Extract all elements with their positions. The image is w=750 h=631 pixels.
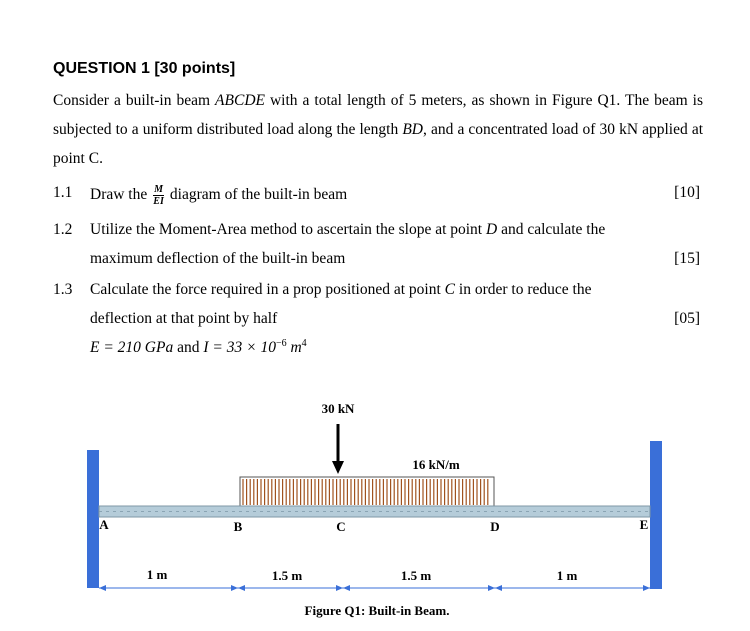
span-label-cd: 1.5 m bbox=[400, 568, 432, 583]
intro-bd: BD bbox=[402, 121, 424, 138]
item-marks: [10] bbox=[674, 184, 700, 201]
second-moment-unit: m bbox=[286, 339, 302, 357]
dim-arrow bbox=[99, 585, 106, 591]
point-label-e: E bbox=[639, 517, 649, 532]
span-label-de: 1 m bbox=[556, 568, 578, 583]
dim-arrow bbox=[495, 585, 502, 591]
second-moment-exponent: −6 bbox=[275, 338, 287, 349]
item-marks: [15] bbox=[674, 250, 700, 267]
intro-text-1: Consider a built-in beam bbox=[53, 92, 216, 109]
dim-arrow bbox=[488, 585, 495, 591]
item-text-line2: deflection at that point by half bbox=[90, 310, 278, 327]
dim-arrow bbox=[238, 585, 245, 591]
fraction-denominator: EI bbox=[153, 196, 164, 207]
item-text-b: and calculate the bbox=[497, 221, 606, 238]
constants-and: and bbox=[173, 339, 204, 357]
item-number: 1.3 bbox=[53, 281, 73, 298]
intro-text-3: , and a concentrated load of 30 kN applied at point C. bbox=[53, 121, 704, 167]
item-number: 1.2 bbox=[53, 221, 73, 238]
item-text-after: diagram of the built-in beam bbox=[166, 186, 348, 204]
span-label-bc: 1.5 m bbox=[271, 568, 303, 583]
second-moment: I = 33 × 10 bbox=[203, 339, 276, 357]
point-label-c: C bbox=[336, 519, 346, 534]
point-label-b: B bbox=[233, 519, 243, 534]
right-wall bbox=[650, 441, 662, 589]
item-text-line2: maximum deflection of the built-in beam bbox=[90, 250, 346, 267]
fraction-numerator: M bbox=[154, 184, 164, 195]
point-load-arrow-head bbox=[332, 461, 344, 474]
point-label-a: A bbox=[99, 517, 109, 532]
item-marks: [05] bbox=[674, 310, 700, 327]
item-text-a: Utilize the Moment-Area method to ascertain the slope at point bbox=[90, 221, 486, 238]
point-load-label: 30 kN bbox=[321, 401, 355, 416]
point-label-d: D bbox=[490, 519, 500, 534]
item-number: 1.1 bbox=[53, 184, 73, 201]
item-text-before: Draw the bbox=[90, 186, 152, 204]
intro-beam-name: ABCDE bbox=[215, 92, 265, 109]
unit-exponent: 4 bbox=[301, 338, 307, 349]
item-text-b: in order to reduce the bbox=[455, 281, 592, 298]
udl-label: 16 kN/m bbox=[412, 457, 460, 472]
dim-arrow bbox=[336, 585, 343, 591]
question-title: QUESTION 1 [30 points] bbox=[53, 60, 236, 77]
elastic-modulus: E = 210 GPa bbox=[90, 339, 174, 357]
dim-arrow bbox=[231, 585, 238, 591]
intro-text-2: with a total length of 5 meters, as shown in Figure Q1. The beam is subjected to a uniform distributed load along the length bbox=[53, 92, 703, 138]
dim-arrow bbox=[643, 585, 650, 591]
item-text-a: Calculate the force required in a prop positioned at point bbox=[90, 281, 445, 298]
item-var: C bbox=[444, 281, 456, 298]
figure-caption: Figure Q1: Built-in Beam. bbox=[304, 603, 450, 618]
item-var: D bbox=[486, 221, 498, 238]
left-wall bbox=[87, 450, 99, 588]
span-label-ab: 1 m bbox=[146, 567, 168, 582]
dim-arrow bbox=[343, 585, 350, 591]
